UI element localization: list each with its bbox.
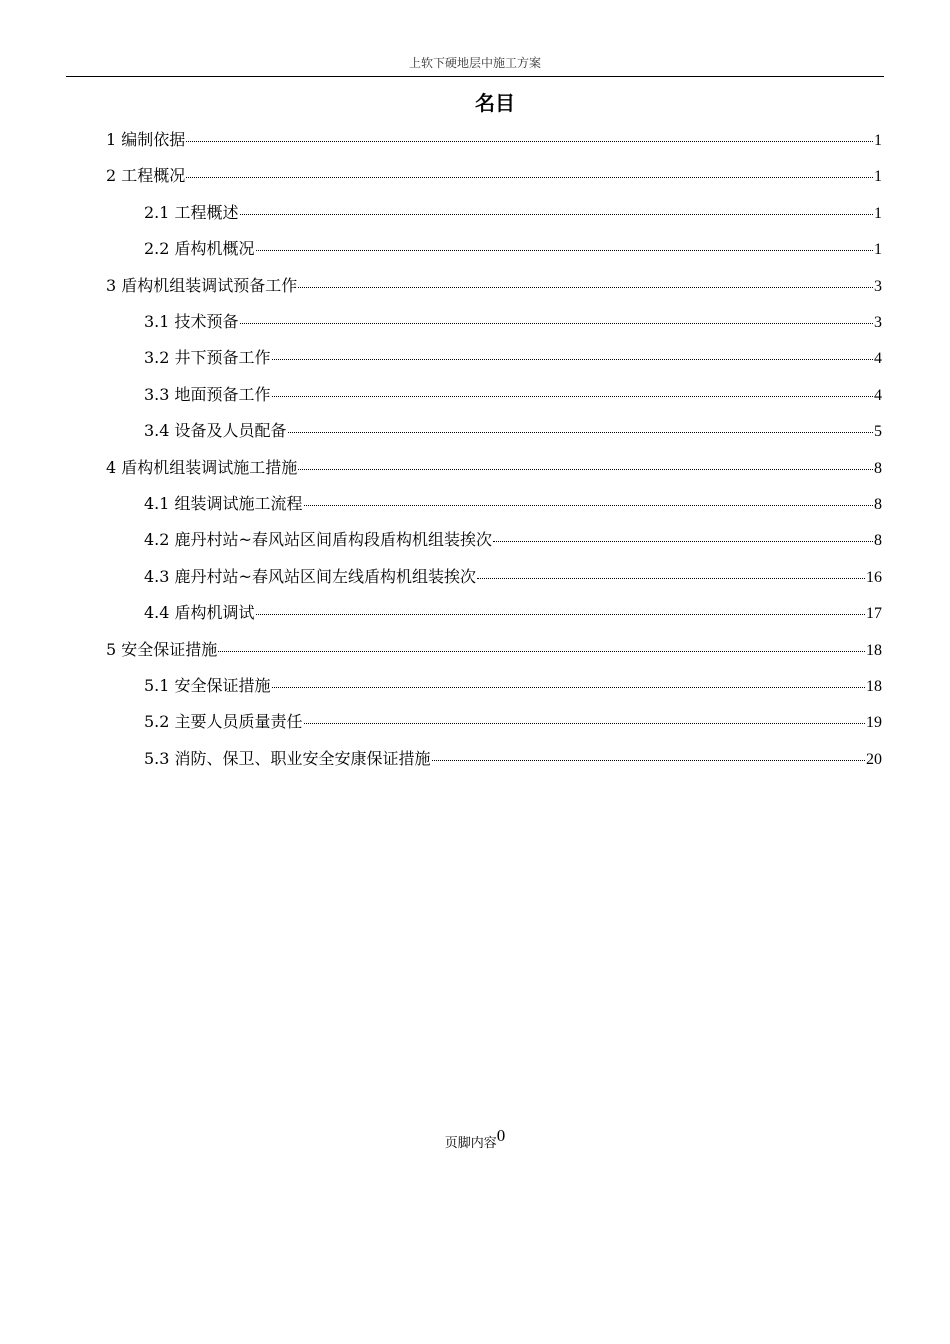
toc-entry-label: 2.1 工程概述: [144, 202, 239, 222]
toc-entry-label: 3.4 设备及人员配备: [144, 421, 287, 441]
toc-entry-page: 8: [874, 532, 882, 550]
toc-entry-page: 17: [866, 605, 882, 623]
toc-entry[interactable]: [106, 128, 882, 152]
toc-entry[interactable]: [144, 565, 882, 589]
toc-entry-label: 2.2 盾构机概况: [144, 239, 255, 259]
toc-entry[interactable]: [144, 346, 882, 370]
toc-entry[interactable]: [144, 601, 882, 625]
toc-entry-page: 18: [866, 678, 882, 695]
toc-dot-leader: [288, 432, 873, 433]
toc-entry-label: 4.4 盾构机调试: [144, 603, 255, 623]
toc-entry-label: 4.2 鹿丹村站~春风站区间盾构段盾构机组装挨次: [144, 530, 492, 550]
toc-entry-label: 2 工程概况: [106, 166, 186, 186]
toc-entry-page: 4: [874, 350, 882, 368]
toc-dot-leader: [186, 141, 873, 142]
toc-dot-leader: [272, 396, 873, 397]
toc-dot-leader: [218, 651, 865, 652]
toc-dot-leader: [304, 723, 865, 724]
toc-entry-page: 16: [866, 568, 882, 586]
toc-entry-label: 5.2 主要人员质量责任: [144, 712, 303, 732]
toc-entry[interactable]: [106, 638, 882, 662]
toc-dot-leader: [432, 760, 865, 761]
toc-entry-page: 5: [874, 423, 882, 441]
toc-dot-leader: [493, 541, 873, 542]
toc-entry[interactable]: [144, 383, 882, 407]
toc-entry-label: 3.1 技术预备: [144, 312, 239, 331]
toc-entry[interactable]: [144, 237, 882, 261]
toc-dot-leader: [186, 177, 873, 178]
toc-title: 名目: [475, 91, 515, 115]
toc-dot-leader: [298, 287, 873, 288]
toc-dot-leader: [272, 687, 865, 688]
toc-entry-label: 1 编制依据: [106, 130, 186, 149]
toc-entry[interactable]: [144, 310, 882, 334]
toc-entry-page: 3: [874, 277, 882, 295]
toc-entry-page: 4: [874, 386, 882, 404]
toc-entry-label: 4 盾构机组装调试施工措施: [106, 457, 298, 477]
toc-entry-page: 1: [874, 168, 882, 186]
toc-dot-leader: [256, 250, 873, 251]
toc-entry[interactable]: [106, 456, 882, 480]
toc-dot-leader: [256, 614, 865, 615]
toc-dot-leader: [298, 469, 873, 470]
toc-entry[interactable]: [106, 274, 882, 298]
toc-entry[interactable]: [144, 747, 882, 771]
toc-dot-leader: [240, 214, 873, 215]
toc-entry-page: 3: [874, 314, 882, 331]
toc-entry-page: 1: [874, 204, 882, 222]
toc-entry-label: 4.3 鹿丹村站~春风站区间左线盾构机组装挨次: [144, 566, 476, 586]
toc-entry-label: 3.3 地面预备工作: [144, 384, 271, 404]
toc-entry[interactable]: [144, 201, 882, 225]
page-header-title: 上软下硬地层中施工方案: [408, 56, 541, 70]
toc-entry-page: 8: [874, 459, 882, 477]
toc-dot-leader: [240, 323, 873, 324]
footer-text: 页脚内容: [444, 1136, 497, 1151]
toc-entry-page: 1: [874, 132, 882, 149]
toc-entry[interactable]: [106, 164, 882, 188]
toc-entry-page: 20: [866, 750, 882, 768]
toc-dot-leader: [272, 359, 873, 360]
toc-entry-label: 3.2 井下预备工作: [144, 348, 271, 368]
toc-entry-label: 5 安全保证措施: [106, 639, 218, 659]
toc-entry[interactable]: [144, 674, 882, 698]
toc-entry[interactable]: [144, 419, 882, 443]
toc-entry-label: 3 盾构机组装调试预备工作: [106, 275, 298, 295]
page-footer: [0, 1126, 950, 1152]
toc-entry-label: 5.3 消防、保卫、职业安全安康保证措施: [144, 748, 431, 768]
toc-entry-page: 1: [874, 241, 882, 259]
toc-entry[interactable]: [144, 528, 882, 552]
toc-dot-leader: [477, 578, 865, 579]
toc-entry-page: 19: [866, 714, 882, 732]
toc-entry-page: 8: [874, 496, 882, 513]
toc-entry-label: 5.1 安全保证措施: [144, 676, 271, 695]
toc-entry-page: 18: [866, 641, 882, 659]
footer-page-number: 0: [496, 1126, 506, 1145]
toc-dot-leader: [304, 505, 873, 506]
toc-entry-label: 4.1 组装调试施工流程: [144, 494, 303, 513]
toc-entry[interactable]: [144, 492, 882, 516]
header-divider: [66, 76, 884, 77]
toc-entry[interactable]: [144, 710, 882, 734]
